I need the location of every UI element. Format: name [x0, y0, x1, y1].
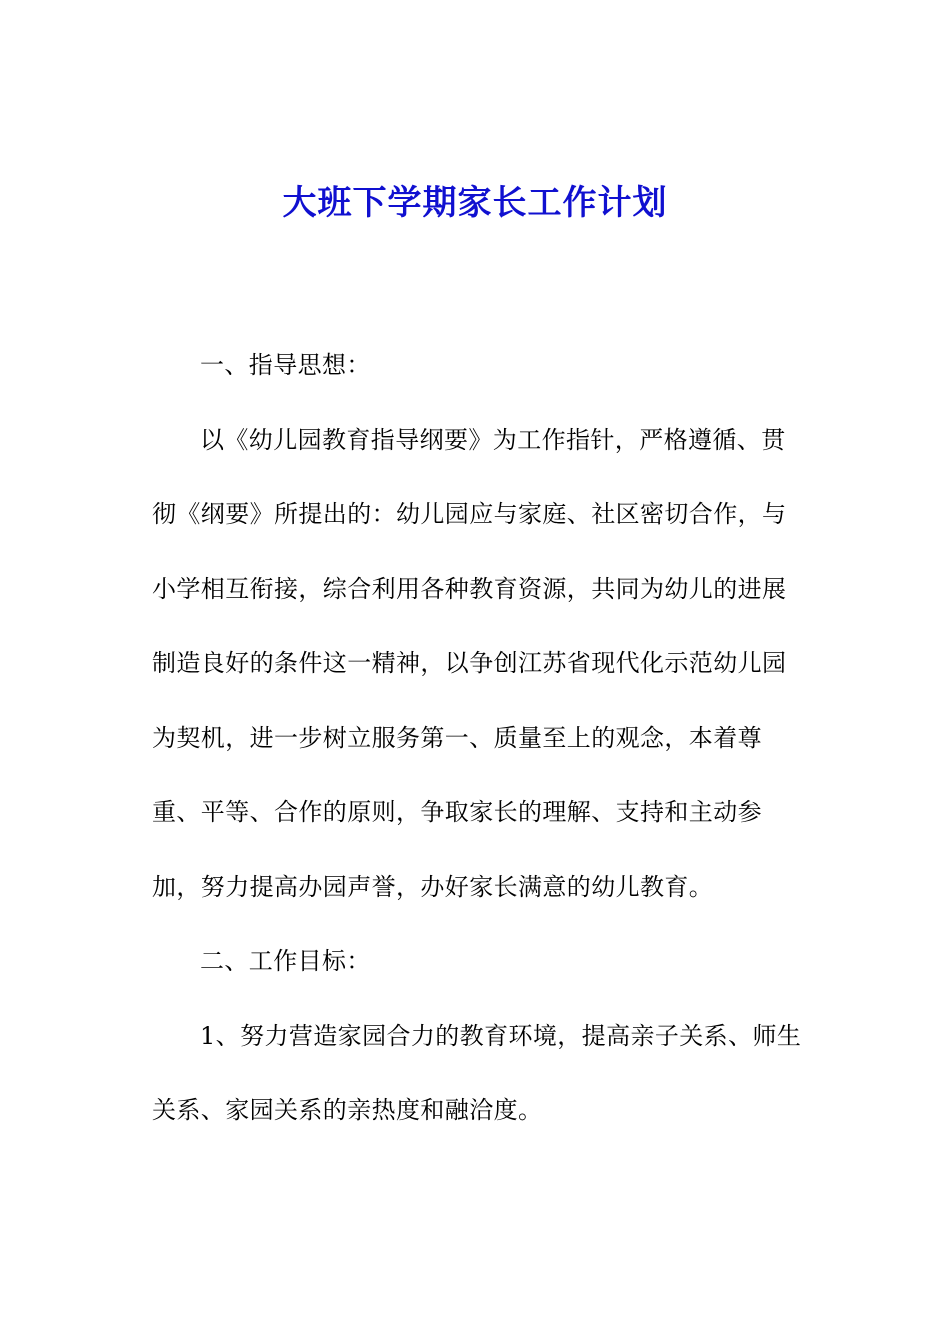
section-heading-guiding-ideology: 一、指导思想： [200, 351, 371, 379]
section-heading-work-goals: 二、工作目标： [200, 947, 371, 975]
document-body [152, 328, 802, 1148]
paragraph-goal-1: 1、努力营造家园合力的教育环境，提高亲子关系、师生关系、家园关系的亲热度和融洽度。 [152, 1021, 802, 1124]
paragraph-guiding-ideology: 以《幼儿园教育指导纲要》为工作指针，严格遵循、贯彻《纲要》所提出的：幼儿园应与家庭、社区密切合作，与小学相互衔接，综合利用各种教育资源，共同为幼儿的进展制造良好的条件这一精神，以争创江苏省现代化示范幼儿园为契机，进一步树立服务第一、质量至上的观念，本着尊重、平等、合作的原则，争取家长的理解、支持和主动参加，努力提高办园声誉，办好家长满意的幼儿教育。 [152, 425, 787, 901]
document-title: 大班下学期家长工作计划 [282, 183, 668, 223]
